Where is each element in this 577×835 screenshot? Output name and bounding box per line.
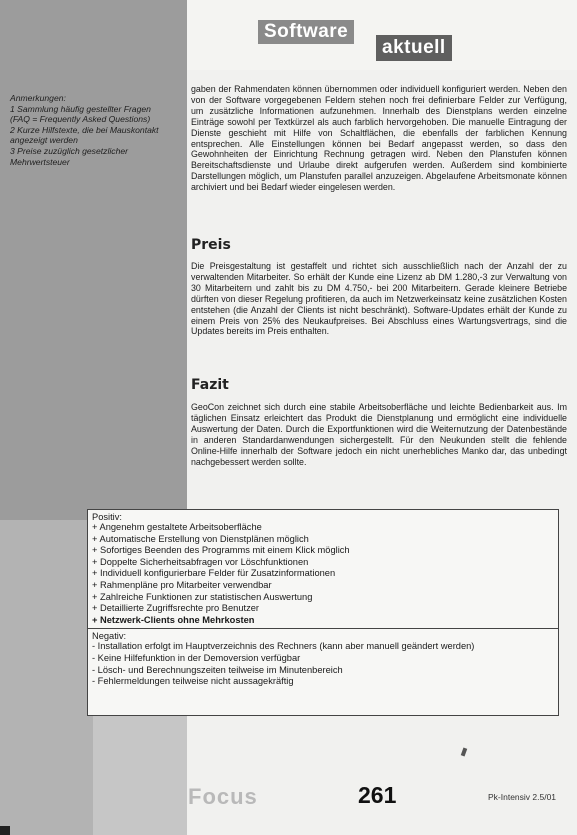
footnote-2: 2 Kurze Hilfstexte, die bei Mauskontakt angezeigt werden: [10, 124, 159, 146]
positive-item: + Automatische Erstellung von Dienstplänen möglich: [92, 533, 309, 544]
preis-paragraph: Die Preisgestaltung ist gestaffelt und richtet sich ausschließlich nach der Anzahl der zu verwaltenden Mitarbeiter. So erhält der Kunde eine Lizenz ab DM 1.280,-3 zur Verwaltung von 30 Mitarbeitern und zahlt bis zu DM 4.750,- bei 200 Mitarbeitern. Gerade kleinere Betriebe dürften von dieser Regelung profitieren, da auch im Netzwerkeinsatz keine zusätzlichen Kosten entstehen (die Anzahl der Clients ist nicht beschränkt). Software-Updates erhält der Kunde zu einem Preis von 25% des Neukaufpreises. Bei Abschluss eines Wartungsvertrags, sind die Updates bereits im Preis enthalten.: [191, 261, 567, 337]
positive-list: [88, 522, 558, 626]
positive-item: + Rahmenpläne pro Mitarbeiter verwendbar: [92, 579, 272, 590]
scan-mark: [461, 748, 467, 757]
negative-item: - Lösch- und Berechnungszeiten teilweise im Minutenbereich: [92, 664, 343, 675]
positive-item: + Individuell konfigurierbare Felder für Zusatzinformationen: [92, 568, 336, 579]
fazit-heading: Fazit: [191, 377, 229, 393]
preis-heading: Preis: [191, 237, 231, 253]
section-logo: [258, 20, 472, 66]
negative-item: - Installation erfolgt im Hauptverzeichnis des Rechners (kann aber manuell geändert werden): [92, 641, 475, 652]
fazit-paragraph: GeoCon zeichnet sich durch eine stabile Arbeitsoberfläche und leichte Bedienbarkeit aus. Im täglichen Einsatz erleichtert das Produkt die Dienstplanung und ermöglicht eine individuelle Auswertung der Daten. Durch die Exportfunktionen wird die Weiternutzung der Datenbestände in anderen Standardanwendungen sichergestellt. Für den Neukunden stellt die fehlende Online-Hilfe innerhalb der Software jedoch ein nicht unerhebliches Manko dar, das unbedingt nachgebessert werden sollte.: [191, 402, 567, 467]
positive-item: + Netzwerk-Clients ohne Mehrkosten: [92, 614, 255, 625]
magazine-name: Focus: [188, 784, 258, 809]
positive-item: + Zahlreiche Funktionen zur statistischen Auswertung: [92, 591, 313, 602]
logo-aktuell: aktuell: [376, 35, 452, 61]
logo-software: Software: [258, 20, 354, 44]
positive-item: + Doppelte Sicherheitsabfragen vor Löschfunktionen: [92, 556, 309, 567]
gray-margin-lower: [0, 520, 93, 835]
negative-item: - Keine Hilfefunktion in der Demoversion verfügbar: [92, 652, 301, 663]
negative-list: [88, 641, 558, 687]
positive-item: + Sofortiges Beenden des Programms mit einem Klick möglich: [92, 545, 350, 556]
positive-item: + Detaillierte Zugriffsrechte pro Benutzer: [92, 603, 259, 614]
positive-item: + Angenehm gestaltete Arbeitsoberfläche: [92, 522, 262, 532]
negative-label: Negativ:: [92, 631, 127, 642]
positive-label: Positiv:: [92, 512, 122, 522]
intro-paragraph: gaben der Rahmendaten können übernommen oder individuell konfiguriert werden. Neben den von der Software vorgegebenen Feldern stehen noch frei definierbare Felder zur Verfügung, um zusätzliche Informationen aufzunehmen. Innerhalb des Dienstplans werden einzelne Einträge sowohl per Textkürzel als auch farblich hervorgehoben. Die manuelle Eintragung der Dienste geschieht mit Hilfe von Schaltflächen, die ebenfalls der farblichen Kennung entsprechen. Alle Einstellungen können bei Bedarf angepasst werden, so dass den Gewohnheiten der Einrichtung Rechnung getragen wird. Neben den Planstufen können Bereitschaftsdienste und Urlaube direkt aufgerufen werden. Außerdem sind kombinierte Darstellungen möglich, um Planstufen parallel anzuzeigen. Abgelaufene Arbeitsmonate können archiviert und bei Bedarf wieder eingelesen werden.: [191, 84, 567, 193]
footnote-3: 3 Preise zuzüglich gesetzlicher Mehrwertsteuer: [10, 145, 128, 167]
issue-info: Pk-Intensiv 2.5/01: [488, 792, 557, 802]
box-divider: [88, 628, 558, 629]
footnotes: [10, 93, 160, 167]
gray-margin-column: [0, 0, 187, 520]
article-intro: [191, 84, 567, 193]
corner-mark: [0, 826, 10, 835]
footnotes-title: Anmerkungen:: [10, 93, 66, 103]
preis-section: [191, 261, 567, 337]
fazit-section: [191, 402, 567, 467]
pros-cons-box: [87, 509, 559, 716]
page-number: 261: [358, 782, 397, 808]
footnote-1: 1 Sammlung häufig gestellter Fragen (FAQ = Frequently Asked Questions): [10, 103, 151, 125]
negative-item: - Fehlermeldungen teilweise nicht aussagekräftig: [92, 676, 294, 687]
